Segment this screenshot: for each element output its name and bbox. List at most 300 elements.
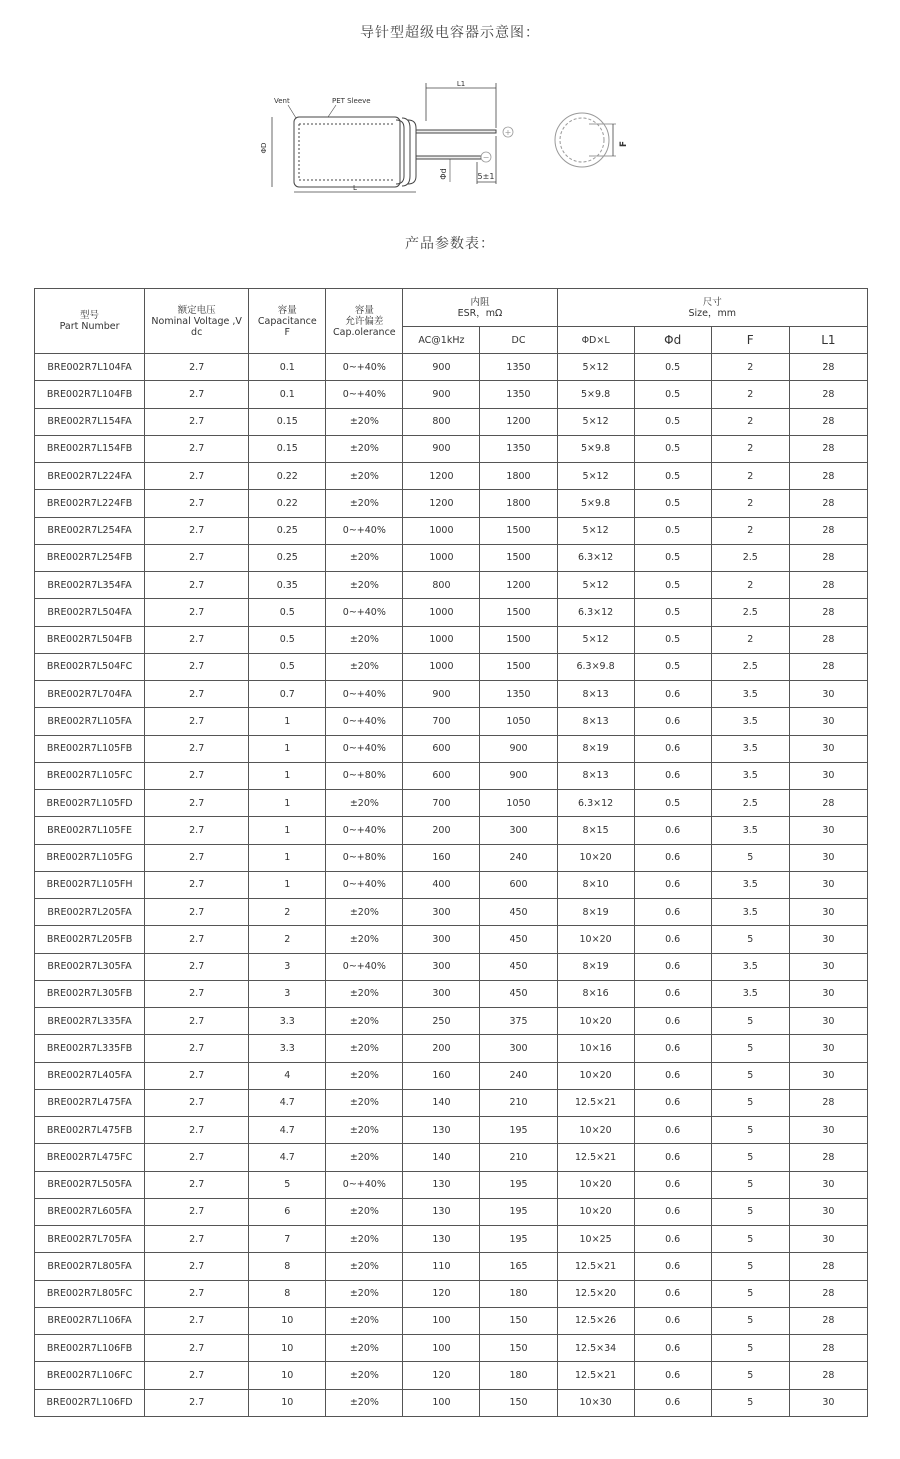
cell-tolerance: 0~+40% <box>326 1171 403 1198</box>
cell-part-number: BRE002R7L335FA <box>35 1008 145 1035</box>
cell-size-l1: 28 <box>789 381 867 408</box>
cell-esr-dc: 195 <box>480 1226 557 1253</box>
col-esr: 内阻 ESR，mΩ <box>403 289 557 327</box>
cell-esr-ac: 100 <box>403 1389 480 1416</box>
cell-size-f: 2.5 <box>711 544 789 571</box>
cell-size-d: 0.5 <box>634 381 711 408</box>
capacitor-body <box>294 117 416 187</box>
table-row <box>35 599 868 626</box>
cell-capacitance: 1 <box>249 790 326 817</box>
table-row <box>35 354 868 381</box>
cell-capacitance: 10 <box>249 1335 326 1362</box>
cell-esr-dc: 195 <box>480 1198 557 1225</box>
cell-size-l1: 30 <box>789 681 867 708</box>
cell-voltage: 2.7 <box>145 817 249 844</box>
table-row <box>35 1008 868 1035</box>
cell-capacitance: 3 <box>249 953 326 980</box>
cell-size-d: 0.6 <box>634 980 711 1007</box>
table-row <box>35 681 868 708</box>
cell-size-dl: 8×19 <box>557 735 634 762</box>
cell-part-number: BRE002R7L805FC <box>35 1280 145 1307</box>
cell-esr-ac: 1000 <box>403 653 480 680</box>
cell-size-f: 2 <box>711 517 789 544</box>
cell-tolerance: 0~+40% <box>326 381 403 408</box>
cell-size-d: 0.6 <box>634 1035 711 1062</box>
cell-capacitance: 3.3 <box>249 1035 326 1062</box>
table-row <box>35 1035 868 1062</box>
cell-esr-ac: 400 <box>403 871 480 898</box>
cell-esr-ac: 600 <box>403 762 480 789</box>
cell-part-number: BRE002R7L104FB <box>35 381 145 408</box>
cell-size-l1: 30 <box>789 953 867 980</box>
cell-size-f: 2 <box>711 381 789 408</box>
cell-size-l1: 30 <box>789 708 867 735</box>
table-row <box>35 653 868 680</box>
cell-esr-ac: 900 <box>403 381 480 408</box>
cell-voltage: 2.7 <box>145 871 249 898</box>
cell-voltage: 2.7 <box>145 735 249 762</box>
cell-size-f: 3.5 <box>711 735 789 762</box>
cell-tolerance: 0~+40% <box>326 735 403 762</box>
cell-esr-ac: 1200 <box>403 463 480 490</box>
table-row <box>35 1171 868 1198</box>
cell-esr-ac: 1200 <box>403 490 480 517</box>
cell-tolerance: ±20% <box>326 1008 403 1035</box>
cell-size-l1: 28 <box>789 1280 867 1307</box>
col-esr-ac: AC@1kHz <box>403 327 480 354</box>
cell-size-l1: 30 <box>789 735 867 762</box>
cell-size-f: 5 <box>711 1089 789 1116</box>
cell-esr-ac: 130 <box>403 1198 480 1225</box>
cell-part-number: BRE002R7L475FC <box>35 1144 145 1171</box>
cell-capacitance: 4.7 <box>249 1089 326 1116</box>
cell-size-l1: 30 <box>789 817 867 844</box>
cell-capacitance: 0.5 <box>249 599 326 626</box>
cell-esr-ac: 140 <box>403 1089 480 1116</box>
cell-voltage: 2.7 <box>145 1117 249 1144</box>
cell-tolerance: ±20% <box>326 653 403 680</box>
cell-size-dl: 5×9.8 <box>557 381 634 408</box>
cell-size-l1: 30 <box>789 1035 867 1062</box>
cell-size-l1: 30 <box>789 1171 867 1198</box>
cell-esr-ac: 110 <box>403 1253 480 1280</box>
table-row <box>35 926 868 953</box>
cell-esr-dc: 1350 <box>480 381 557 408</box>
cell-size-dl: 8×16 <box>557 980 634 1007</box>
col-part-number: 型号 Part Number <box>35 289 145 354</box>
cell-part-number: BRE002R7L505FA <box>35 1171 145 1198</box>
cell-tolerance: ±20% <box>326 1280 403 1307</box>
dim-L1 <box>426 83 496 128</box>
cell-size-d: 0.6 <box>634 1144 711 1171</box>
cell-size-dl: 10×20 <box>557 1198 634 1225</box>
spec-table <box>34 288 868 1417</box>
cell-part-number: BRE002R7L105FA <box>35 708 145 735</box>
phid-label: Φd <box>439 168 448 180</box>
cell-esr-dc: 1050 <box>480 708 557 735</box>
cell-size-dl: 10×30 <box>557 1389 634 1416</box>
cell-size-dl: 10×20 <box>557 1117 634 1144</box>
cell-esr-ac: 900 <box>403 354 480 381</box>
cell-size-f: 3.5 <box>711 708 789 735</box>
cell-tolerance: 0~+40% <box>326 817 403 844</box>
cell-voltage: 2.7 <box>145 980 249 1007</box>
cell-capacitance: 0.1 <box>249 381 326 408</box>
cell-size-dl: 5×12 <box>557 463 634 490</box>
cell-voltage: 2.7 <box>145 517 249 544</box>
cell-part-number: BRE002R7L106FC <box>35 1362 145 1389</box>
cell-capacitance: 10 <box>249 1362 326 1389</box>
cell-esr-dc: 300 <box>480 817 557 844</box>
cell-part-number: BRE002R7L405FA <box>35 1062 145 1089</box>
cell-size-l1: 30 <box>789 1198 867 1225</box>
cell-size-dl: 5×12 <box>557 354 634 381</box>
cell-capacitance: 0.22 <box>249 490 326 517</box>
cell-size-d: 0.5 <box>634 599 711 626</box>
cell-capacitance: 3.3 <box>249 1008 326 1035</box>
cell-esr-ac: 300 <box>403 899 480 926</box>
cell-size-f: 5 <box>711 1253 789 1280</box>
table-row <box>35 381 868 408</box>
cell-esr-ac: 120 <box>403 1280 480 1307</box>
L-label: L <box>353 184 357 192</box>
cell-size-dl: 5×9.8 <box>557 435 634 462</box>
cell-size-dl: 12.5×21 <box>557 1089 634 1116</box>
cell-size-d: 0.6 <box>634 1008 711 1035</box>
table-title: 产品参数表： <box>405 236 495 252</box>
cell-voltage: 2.7 <box>145 1226 249 1253</box>
cell-capacitance: 0.15 <box>249 435 326 462</box>
cell-size-f: 2 <box>711 572 789 599</box>
cell-size-f: 5 <box>711 926 789 953</box>
cell-capacitance: 0.22 <box>249 463 326 490</box>
cell-tolerance: 0~+40% <box>326 681 403 708</box>
cell-voltage: 2.7 <box>145 408 249 435</box>
cell-size-l1: 28 <box>789 626 867 653</box>
cell-capacitance: 0.25 <box>249 544 326 571</box>
cell-esr-dc: 1500 <box>480 626 557 653</box>
table-row <box>35 844 868 871</box>
spec-table-body <box>35 354 868 1417</box>
table-row <box>35 408 868 435</box>
cell-size-f: 5 <box>711 1307 789 1334</box>
cell-size-d: 0.5 <box>634 490 711 517</box>
cell-tolerance: ±20% <box>326 1062 403 1089</box>
cell-tolerance: ±20% <box>326 435 403 462</box>
cell-esr-dc: 150 <box>480 1307 557 1334</box>
cell-size-l1: 28 <box>789 1253 867 1280</box>
cell-size-dl: 5×12 <box>557 517 634 544</box>
cell-esr-ac: 100 <box>403 1335 480 1362</box>
cell-part-number: BRE002R7L224FA <box>35 463 145 490</box>
cell-tolerance: ±20% <box>326 980 403 1007</box>
col-capacitance: 容量 Capacitance F <box>249 289 326 354</box>
table-row <box>35 980 868 1007</box>
cell-size-d: 0.5 <box>634 354 711 381</box>
cell-esr-ac: 160 <box>403 844 480 871</box>
cell-tolerance: ±20% <box>326 790 403 817</box>
cell-size-dl: 8×13 <box>557 762 634 789</box>
cell-part-number: BRE002R7L205FB <box>35 926 145 953</box>
cell-voltage: 2.7 <box>145 1035 249 1062</box>
cell-tolerance: ±20% <box>326 1089 403 1116</box>
col-tolerance: 容量 允许偏差 Cap.olerance <box>326 289 403 354</box>
cell-voltage: 2.7 <box>145 435 249 462</box>
cell-voltage: 2.7 <box>145 1389 249 1416</box>
cell-esr-ac: 1000 <box>403 517 480 544</box>
col-size-f: F <box>711 327 789 354</box>
cell-size-dl: 12.5×21 <box>557 1253 634 1280</box>
cell-capacitance: 0.25 <box>249 517 326 544</box>
cell-size-d: 0.6 <box>634 1280 711 1307</box>
capacitor-diagram <box>250 76 650 196</box>
cell-size-dl: 5×12 <box>557 626 634 653</box>
cell-voltage: 2.7 <box>145 790 249 817</box>
table-row <box>35 790 868 817</box>
cell-size-d: 0.6 <box>634 1307 711 1334</box>
col-size-dl: ΦD×L <box>557 327 634 354</box>
cell-size-l1: 28 <box>789 790 867 817</box>
cell-esr-dc: 1500 <box>480 517 557 544</box>
cell-size-d: 0.5 <box>634 544 711 571</box>
cell-esr-ac: 250 <box>403 1008 480 1035</box>
table-row <box>35 463 868 490</box>
cell-esr-dc: 210 <box>480 1144 557 1171</box>
cell-size-dl: 6.3×12 <box>557 599 634 626</box>
cell-capacitance: 1 <box>249 735 326 762</box>
cell-size-d: 0.5 <box>634 408 711 435</box>
cell-size-f: 5 <box>711 1062 789 1089</box>
cell-capacitance: 0.15 <box>249 408 326 435</box>
cell-voltage: 2.7 <box>145 681 249 708</box>
cell-size-l1: 28 <box>789 354 867 381</box>
cell-esr-ac: 200 <box>403 817 480 844</box>
cell-size-d: 0.6 <box>634 899 711 926</box>
table-row <box>35 1144 868 1171</box>
cell-tolerance: ±20% <box>326 1117 403 1144</box>
cell-size-dl: 5×12 <box>557 408 634 435</box>
cell-size-d: 0.6 <box>634 817 711 844</box>
cell-size-f: 5 <box>711 1171 789 1198</box>
table-row <box>35 1226 868 1253</box>
cell-tolerance: 0~+80% <box>326 762 403 789</box>
cell-esr-dc: 195 <box>480 1117 557 1144</box>
cell-esr-ac: 120 <box>403 1362 480 1389</box>
cell-esr-dc: 450 <box>480 899 557 926</box>
cell-esr-dc: 900 <box>480 735 557 762</box>
cell-esr-dc: 450 <box>480 980 557 1007</box>
cell-size-d: 0.5 <box>634 517 711 544</box>
cell-size-d: 0.6 <box>634 1253 711 1280</box>
cell-esr-dc: 1800 <box>480 490 557 517</box>
cell-size-f: 2 <box>711 408 789 435</box>
cell-part-number: BRE002R7L705FA <box>35 1226 145 1253</box>
cell-size-dl: 10×20 <box>557 1062 634 1089</box>
cell-size-d: 0.6 <box>634 1362 711 1389</box>
cell-esr-dc: 600 <box>480 871 557 898</box>
cell-voltage: 2.7 <box>145 653 249 680</box>
cell-size-l1: 30 <box>789 1062 867 1089</box>
cell-tolerance: ±20% <box>326 926 403 953</box>
cell-part-number: BRE002R7L254FA <box>35 517 145 544</box>
cell-part-number: BRE002R7L154FA <box>35 408 145 435</box>
table-row <box>35 1089 868 1116</box>
cell-size-f: 2 <box>711 463 789 490</box>
cell-esr-dc: 1500 <box>480 544 557 571</box>
cell-size-l1: 28 <box>789 1144 867 1171</box>
cell-tolerance: 0~+40% <box>326 354 403 381</box>
col-size-d: Φd <box>634 327 711 354</box>
table-row <box>35 1335 868 1362</box>
col-size-l1: L1 <box>789 327 867 354</box>
cell-voltage: 2.7 <box>145 1198 249 1225</box>
cell-size-d: 0.5 <box>634 626 711 653</box>
cell-tolerance: 0~+40% <box>326 599 403 626</box>
table-row <box>35 626 868 653</box>
cell-voltage: 2.7 <box>145 1307 249 1334</box>
cell-size-l1: 28 <box>789 517 867 544</box>
cell-tolerance: ±20% <box>326 408 403 435</box>
cell-size-d: 0.6 <box>634 926 711 953</box>
cell-capacitance: 1 <box>249 762 326 789</box>
table-row <box>35 1362 868 1389</box>
cell-part-number: BRE002R7L105FE <box>35 817 145 844</box>
cell-part-number: BRE002R7L105FD <box>35 790 145 817</box>
cell-capacitance: 0.5 <box>249 626 326 653</box>
cell-esr-ac: 600 <box>403 735 480 762</box>
cell-voltage: 2.7 <box>145 708 249 735</box>
cell-esr-ac: 1000 <box>403 599 480 626</box>
cell-capacitance: 10 <box>249 1389 326 1416</box>
table-row <box>35 435 868 462</box>
cell-size-d: 0.6 <box>634 762 711 789</box>
cell-size-l1: 28 <box>789 1335 867 1362</box>
cell-size-l1: 28 <box>789 1307 867 1334</box>
cell-part-number: BRE002R7L305FB <box>35 980 145 1007</box>
cell-voltage: 2.7 <box>145 463 249 490</box>
cell-size-f: 5 <box>711 1362 789 1389</box>
cell-size-l1: 28 <box>789 544 867 571</box>
table-row <box>35 1198 868 1225</box>
cell-capacitance: 2 <box>249 899 326 926</box>
col-esr-dc: DC <box>480 327 557 354</box>
cell-esr-dc: 1200 <box>480 572 557 599</box>
cell-esr-dc: 1500 <box>480 653 557 680</box>
cell-size-l1: 28 <box>789 1362 867 1389</box>
diagram-title: 导针型超级电容器示意图： <box>360 25 540 41</box>
cell-size-f: 2.5 <box>711 790 789 817</box>
cell-size-l1: 30 <box>789 1008 867 1035</box>
table-row <box>35 817 868 844</box>
cell-esr-ac: 200 <box>403 1035 480 1062</box>
cell-part-number: BRE002R7L105FG <box>35 844 145 871</box>
cell-esr-dc: 375 <box>480 1008 557 1035</box>
cell-part-number: BRE002R7L475FA <box>35 1089 145 1116</box>
cell-esr-dc: 210 <box>480 1089 557 1116</box>
cell-size-d: 0.6 <box>634 1117 711 1144</box>
cell-part-number: BRE002R7L354FA <box>35 572 145 599</box>
cell-esr-ac: 100 <box>403 1307 480 1334</box>
cell-voltage: 2.7 <box>145 354 249 381</box>
cell-size-dl: 8×19 <box>557 953 634 980</box>
cell-size-dl: 8×19 <box>557 899 634 926</box>
cell-size-dl: 6.3×12 <box>557 790 634 817</box>
cell-size-d: 0.6 <box>634 681 711 708</box>
cell-part-number: BRE002R7L504FB <box>35 626 145 653</box>
minus-mark: − <box>482 153 490 162</box>
cell-part-number: BRE002R7L504FC <box>35 653 145 680</box>
cell-esr-ac: 800 <box>403 572 480 599</box>
col-voltage: 额定电压 Nominal Voltage ,V dc <box>145 289 249 354</box>
cell-size-d: 0.6 <box>634 1062 711 1089</box>
cell-size-dl: 8×13 <box>557 708 634 735</box>
cell-capacitance: 1 <box>249 844 326 871</box>
cell-esr-ac: 130 <box>403 1117 480 1144</box>
cell-esr-ac: 160 <box>403 1062 480 1089</box>
cell-esr-dc: 1050 <box>480 790 557 817</box>
cell-size-f: 3.5 <box>711 681 789 708</box>
cell-voltage: 2.7 <box>145 1008 249 1035</box>
cell-size-l1: 30 <box>789 899 867 926</box>
cell-size-dl: 5×9.8 <box>557 490 634 517</box>
cell-capacitance: 3 <box>249 980 326 1007</box>
cell-part-number: BRE002R7L475FB <box>35 1117 145 1144</box>
cell-tolerance: 0~+40% <box>326 953 403 980</box>
cell-size-f: 5 <box>711 1389 789 1416</box>
cell-esr-dc: 450 <box>480 953 557 980</box>
cell-size-l1: 28 <box>789 599 867 626</box>
table-row <box>35 1307 868 1334</box>
cell-size-f: 3.5 <box>711 762 789 789</box>
cell-tolerance: ±20% <box>326 1335 403 1362</box>
cell-tolerance: ±20% <box>326 626 403 653</box>
cell-size-l1: 28 <box>789 653 867 680</box>
cell-capacitance: 4 <box>249 1062 326 1089</box>
cell-size-f: 5 <box>711 1035 789 1062</box>
cell-part-number: BRE002R7L704FA <box>35 681 145 708</box>
cell-part-number: BRE002R7L105FH <box>35 871 145 898</box>
cell-size-d: 0.6 <box>634 1171 711 1198</box>
cell-voltage: 2.7 <box>145 1253 249 1280</box>
cell-size-l1: 28 <box>789 435 867 462</box>
col-size: 尺寸 Size，mm <box>557 289 867 327</box>
cell-size-dl: 12.5×21 <box>557 1362 634 1389</box>
cell-size-d: 0.5 <box>634 790 711 817</box>
cell-voltage: 2.7 <box>145 1171 249 1198</box>
cell-size-dl: 12.5×26 <box>557 1307 634 1334</box>
cell-esr-ac: 1000 <box>403 544 480 571</box>
cell-capacitance: 2 <box>249 926 326 953</box>
cell-capacitance: 10 <box>249 1307 326 1334</box>
cell-capacitance: 1 <box>249 817 326 844</box>
table-row <box>35 544 868 571</box>
cell-esr-dc: 150 <box>480 1335 557 1362</box>
cell-tolerance: ±20% <box>326 1389 403 1416</box>
cell-tolerance: ±20% <box>326 1253 403 1280</box>
cell-size-l1: 30 <box>789 980 867 1007</box>
cell-size-l1: 30 <box>789 1117 867 1144</box>
cell-size-l1: 28 <box>789 1089 867 1116</box>
plus-mark: + <box>504 128 512 137</box>
cell-size-dl: 10×25 <box>557 1226 634 1253</box>
cell-size-f: 3.5 <box>711 871 789 898</box>
phiD-label: ΦD <box>260 142 268 154</box>
cell-capacitance: 8 <box>249 1280 326 1307</box>
cell-size-d: 0.5 <box>634 435 711 462</box>
cell-size-f: 2 <box>711 354 789 381</box>
table-row <box>35 762 868 789</box>
cell-esr-dc: 1500 <box>480 599 557 626</box>
